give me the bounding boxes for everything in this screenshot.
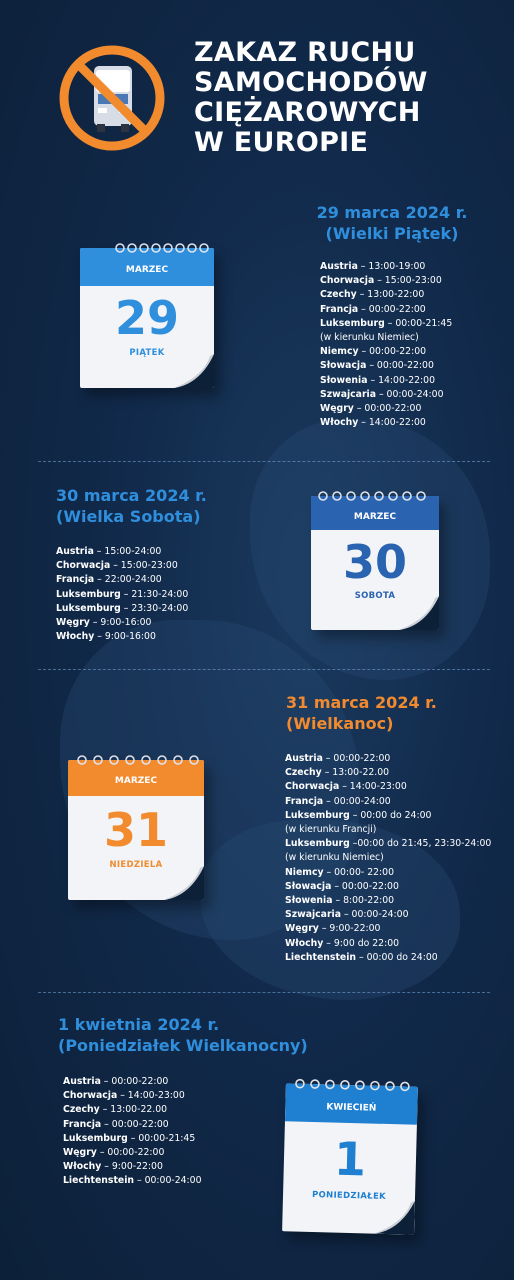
list-item: Niemcy – 00:00-22:00 [320,346,427,358]
list-item: Luksemburg – 21:30-24:00 [56,588,189,600]
section-date-heading [58,1014,348,1056]
list-item: Luksemburg – 00:00-21:45 [63,1132,196,1144]
calendar-card [311,496,439,630]
list-item: Francja – 00:00-24:00 [285,795,391,807]
list-item: Liechtenstein – 00:00 do 24:00 [285,951,438,963]
list-item: Szwajcaria – 00:00-24:00 [320,388,444,400]
list-item: Czechy – 13:00-22.00 [63,1104,168,1116]
section-date: 29 marca 2024 r. [316,203,468,222]
calendar-day-number: 30 [342,535,407,589]
restriction-list [63,1075,202,1189]
list-item: Luksemburg – 23:30-24:00 [56,602,189,614]
title-line: SAMOCHODÓW [194,67,428,98]
calendar-day-number: 31 [103,803,168,857]
calendar-weekday: SOBOTA [354,591,396,601]
list-item: Szwajcaria – 00:00-24:00 [285,909,409,921]
header [0,0,514,190]
list-item: Włochy – 9:00-22:00 [63,1161,163,1173]
list-item: Niemcy – 00:00- 22:00 [285,866,394,878]
list-item: Francja – 22:00-24:00 [56,574,162,586]
calendar-weekday: PONIEDZIAŁEK [311,1190,387,1202]
list-item: Liechtenstein – 00:00-24:00 [63,1175,202,1187]
list-item: (w kierunku Francji) [285,824,377,836]
section-divider [38,669,490,670]
list-item: Chorwacja – 14:00-23:00 [63,1090,185,1102]
restriction-list [285,752,491,965]
calendar-month: KWIECIEŃ [285,1083,418,1124]
calendar-card [68,760,204,900]
section-date: 30 marca 2024 r. [56,486,207,505]
list-item: Węgry – 00:00-22:00 [320,403,422,415]
section-date-heading [292,202,492,244]
section-date: 31 marca 2024 r. [286,693,437,712]
calendar-month: MARZEC [311,496,439,530]
list-item: Słowacja – 00:00-22:00 [320,360,434,372]
list-item: Francja – 00:00-22:00 [63,1118,169,1130]
page-curl-icon [399,596,439,630]
calendar-day-number: 1 [333,1131,367,1187]
list-item: Słowenia – 14:00-22:00 [320,374,436,386]
list-item: (w kierunku Niemiec) [285,852,384,864]
section-divider [38,461,490,462]
calendar-month: MARZEC [68,760,204,796]
section-date: 1 kwietnia 2024 r. [58,1015,220,1034]
title-line: CIĘŻAROWYCH [194,97,421,128]
calendar-card [80,248,214,388]
calendar-rings-icon [311,490,439,504]
calendar-month: MARZEC [80,248,214,286]
restriction-list [56,545,188,644]
list-item: Chorwacja – 14:00-23:00 [285,781,407,793]
list-item: Austria – 00:00-22:00 [285,753,391,764]
title-line: ZAKAZ RUCHU [194,37,416,68]
calendar-rings-icon [68,754,204,768]
list-item: Austria – 00:00-22:00 [63,1076,169,1087]
section-holiday: (Wielkanoc) [286,714,394,733]
page-curl-icon [164,866,204,900]
page-title [194,38,504,158]
page-curl-icon [374,1200,415,1235]
section-date-heading [286,692,496,734]
calendar-day-number: 29 [114,291,179,345]
section-holiday: (Wielka Sobota) [56,507,201,526]
title-line: W EUROPIE [194,127,369,158]
list-item: Węgry – 9:00-22:00 [285,923,381,935]
list-item: Chorwacja – 15:00-23:00 [56,560,178,572]
list-item: Włochy – 9:00-16:00 [56,631,156,643]
calendar-weekday: NIEDZIELA [109,860,163,870]
list-item: Austria – 15:00-24:00 [56,546,162,557]
list-item: Luksemburg – 00:00-21:45 [320,317,453,329]
list-item: Francja – 00:00-22:00 [320,303,426,315]
list-item: Luksemburg –00:00 do 21:45, 23:30-24:00 [285,838,492,850]
list-item: Czechy – 13:00-22.00 [285,767,390,779]
list-item: Chorwacja – 15:00-23:00 [320,275,442,287]
list-item: Luksemburg – 00:00 do 24:00 [285,809,432,821]
section-holiday: (Poniedziałek Wielkanocny) [58,1036,308,1055]
list-item: Węgry – 00:00-22:00 [63,1147,165,1159]
calendar-rings-icon [80,242,214,256]
list-item: Włochy – 14:00-22:00 [320,417,426,429]
list-item: Węgry – 9:00-16:00 [56,617,152,629]
list-item: Słowenia – 8:00-22:00 [285,895,395,907]
section-holiday: (Wielki Piątek) [325,224,459,243]
calendar-card [282,1083,418,1234]
list-item: Słowacja – 00:00-22:00 [285,880,399,892]
list-item: Czechy – 13:00-22:00 [320,289,425,301]
list-item: Włochy – 9:00 do 22:00 [285,937,400,949]
restriction-list [320,260,452,430]
list-item: Austria – 13:00-19:00 [320,261,426,272]
calendar-weekday: PIĄTEK [129,348,165,358]
page-curl-icon [174,354,214,388]
list-item: (w kierunku Niemiec) [320,332,419,344]
section-date-heading [56,485,276,527]
section-divider [38,992,490,993]
no-truck-icon [58,44,166,152]
